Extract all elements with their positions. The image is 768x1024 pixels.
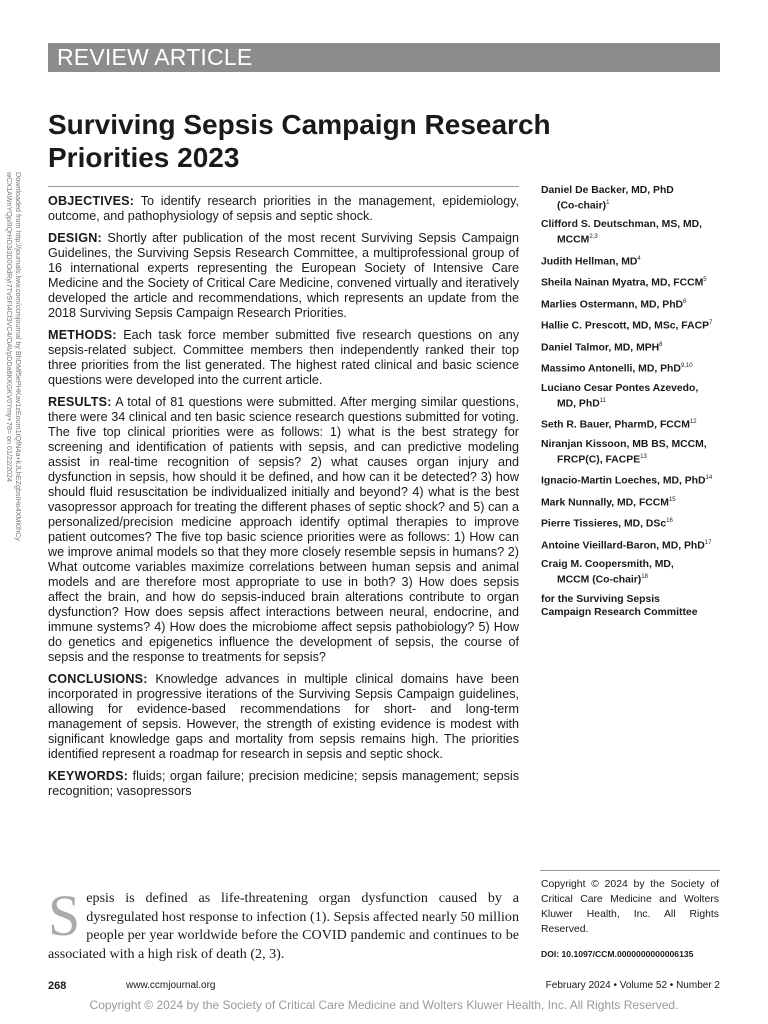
side-copyright: Copyright © 2024 by the Society of Critical Care Medicine and Wolters Kluwer Health, Inc. All Rights Reserved. [541, 879, 719, 935]
abstract [48, 194, 519, 806]
section-label: REVIEW ARTICLE [57, 44, 253, 70]
author-item: Marlies Ostermann, MD, PhD$^6$ [541, 298, 687, 311]
conclusions-label: CONCLUSIONS: [48, 672, 148, 686]
side-divider [540, 870, 720, 871]
conclusions-text: Knowledge advances in multiple clinical domains have been incorporated in progressive iterations of the Surviving Sepsis Campaign guidelines, allowing for evidence-based recommendations for short- and long-term management of sepsis. However, the strength of existing evidence is modest with significant knowledge gaps and mortality from sepsis remains high. The priorities identified represent a roadmap for research in sepsis and septic shock. [48, 672, 520, 761]
methods-paragraph [48, 328, 519, 388]
journal-website: www.ccmjournal.org [126, 980, 216, 991]
author-item: Judith Hellman, $MD^4$ [541, 255, 641, 268]
design-label: DESIGN: [48, 231, 102, 245]
watermark-line-1: Downloaded from http://journals.lww.com/ccmjournal by BhDMf5ePHKav1zEoum1tQfN4a+kJLhEZgbsIHo4XMi0hCy [14, 172, 23, 541]
design-paragraph [48, 231, 519, 321]
author-item: Sheila Nainan Myatra, MD, FCCM$^5$ [541, 277, 707, 289]
body-text: epsis is defined as life-threatening organ dysfunction caused by a dysregulated host response to infection (1). Sepsis affected nearly 50 million people per year worldwide before the COVID pandemic and continues to be associated with a high risk of death (2, 3). [48, 890, 519, 962]
committee-credit: for the Surviving Sepsis Campaign Research Committee [541, 593, 698, 618]
author-item: Craig M. Coopersmith, MD, MCCM (Co-chair)$^{18}$ [541, 559, 674, 586]
results-label: RESULTS: [48, 395, 112, 409]
download-watermark [5, 172, 43, 612]
author-item: Ignacio-Martin Loeches, MD, PhD$^{14}$ [541, 475, 713, 487]
author-item: Luciano Cesar Pontes Azevedo, MD, PhD$^{11}$ [541, 382, 699, 410]
issue-info: February 2024 • Volume 52 • Number 2 [545, 980, 720, 991]
conclusions-paragraph [48, 672, 519, 762]
objectives-text: To identify research priorities in the management, epidemiology, outcome, and pathophysiology of sepsis and septic shock. [48, 194, 519, 223]
author-item: Niranjan Kissoon, MB BS, MCCM, FRCP(C), FACPE$^{13}$ [541, 438, 707, 466]
keywords-paragraph [48, 769, 519, 799]
keywords-text: fluids; organ failure; precision medicine; sepsis management; sepsis recognition; vasopressors [48, 769, 519, 798]
author-item: Daniel De Backer, MD, PhD (Co-chair)$^1$ [541, 185, 674, 212]
author-item: Pierre Tissieres, MD, DSc$^{16}$ [541, 518, 673, 530]
methods-text: Each task force member submitted five research questions on any sepsis-related subject. Committee members then independently ranked their top three priorities from the list generated. The highest rated clinical and basic science questions were developed into the current article. [48, 328, 519, 387]
title-line-2: Priorities 2023 [48, 142, 240, 173]
results-paragraph [48, 395, 519, 665]
author-item: Seth R. Bauer, PharmD, FCCM$^{12}$ [541, 419, 697, 431]
design-text: Shortly after publication of the most recent Surviving Sepsis Campaign Guidelines, the Surviving Sepsis Research Committee, a multiprofessional group of 16 international experts representing the European Society of Intensive Care Medicine and the Society of Critical Care Medicine, convened virtually and iteratively developed the article and recommendations, which represents an update from the 2018 Surviving Sepsis Campaign Research Priorities. [48, 231, 520, 320]
author-item: Mark Nunnally, MD, FCCM$^{15}$ [541, 496, 676, 509]
author-item: Massimo Antonelli, MD, PhD$^{9,10}$ [541, 363, 693, 375]
watermark-line-2: wCX1AWnYQp/IlQrHD3i3D0OdRyi7TvSFl4Cf3VC4/OAVpDDa8KKGKV0Ymy+78= on 01/22/2024 [5, 172, 14, 482]
title-line-1: Surviving Sepsis Campaign Research [48, 109, 551, 140]
drop-cap: S [48, 883, 81, 948]
objectives-paragraph [48, 194, 519, 224]
methods-label: METHODS: [48, 328, 117, 342]
author-item: Clifford S. Deutschman, MS, MD, MCCM$^{2,3}$ [541, 219, 703, 246]
author-list [541, 184, 721, 625]
author-item: Hallie C. Prescott, MD, MSc, FACP$^7$ [541, 320, 713, 332]
page-number: 268 [48, 980, 67, 992]
doi: DOI: 10.1097/CCM.0000000000006135 [541, 949, 694, 959]
objectives-label: OBJECTIVES: [48, 194, 135, 208]
section-banner [48, 43, 720, 72]
article-title [48, 108, 648, 174]
keywords-label: KEYWORDS: [48, 769, 129, 783]
body-paragraph [48, 883, 519, 963]
bottom-copyright: Copyright © 2024 by the Society of Critical Care Medicine and Wolters Kluwer Health, Inc. All Rights Reserved. [89, 998, 679, 1012]
divider [48, 186, 519, 187]
author-item: Antoine Vieillard-Baron, MD, PhD$^{17}$ [541, 539, 712, 552]
author-item: Daniel Talmor, MD, MPH$^8$ [541, 341, 663, 354]
results-text: A total of 81 questions were submitted. After merging similar questions, there were 34 clinical and ten basic science research questions submitted for voting. The five top clinical priorities were as follows: 1) what is the best strategy for screening and identification of patients with sepsis, and can predictive modeling assist in real-time recognition of sepsis? 2) what causes organ injury and dysfunction in sepsis, how should it be defined, and how can it be detected? 3) how should fluid resuscitation be individualized initially and beyond? 4) what is the best vasopressor approach for treating the different phases of septic shock? and 5) can a personalized/precision medicine approach identify optimal therapies to improve patient outcomes? The five top basic science priorities were as follows: 1) How can we improve animal models so that they more closely resemble sepsis in humans? 2) What outcome variables maximize correlations between human sepsis and animal models and are therefore most appropriate to use in both? 3) How does sepsis affect the brain, and how do sepsis-induced brain alterations contribute to organ dysfunction? How does sepsis affect interactions between neural, endocrine, and immune systems? 4) How does the microbiome affect sepsis pathobiology? 5) How do genetics and epigenetics influence the development of sepsis, the course of sepsis and the response to treatments for sepsis? [48, 395, 519, 664]
